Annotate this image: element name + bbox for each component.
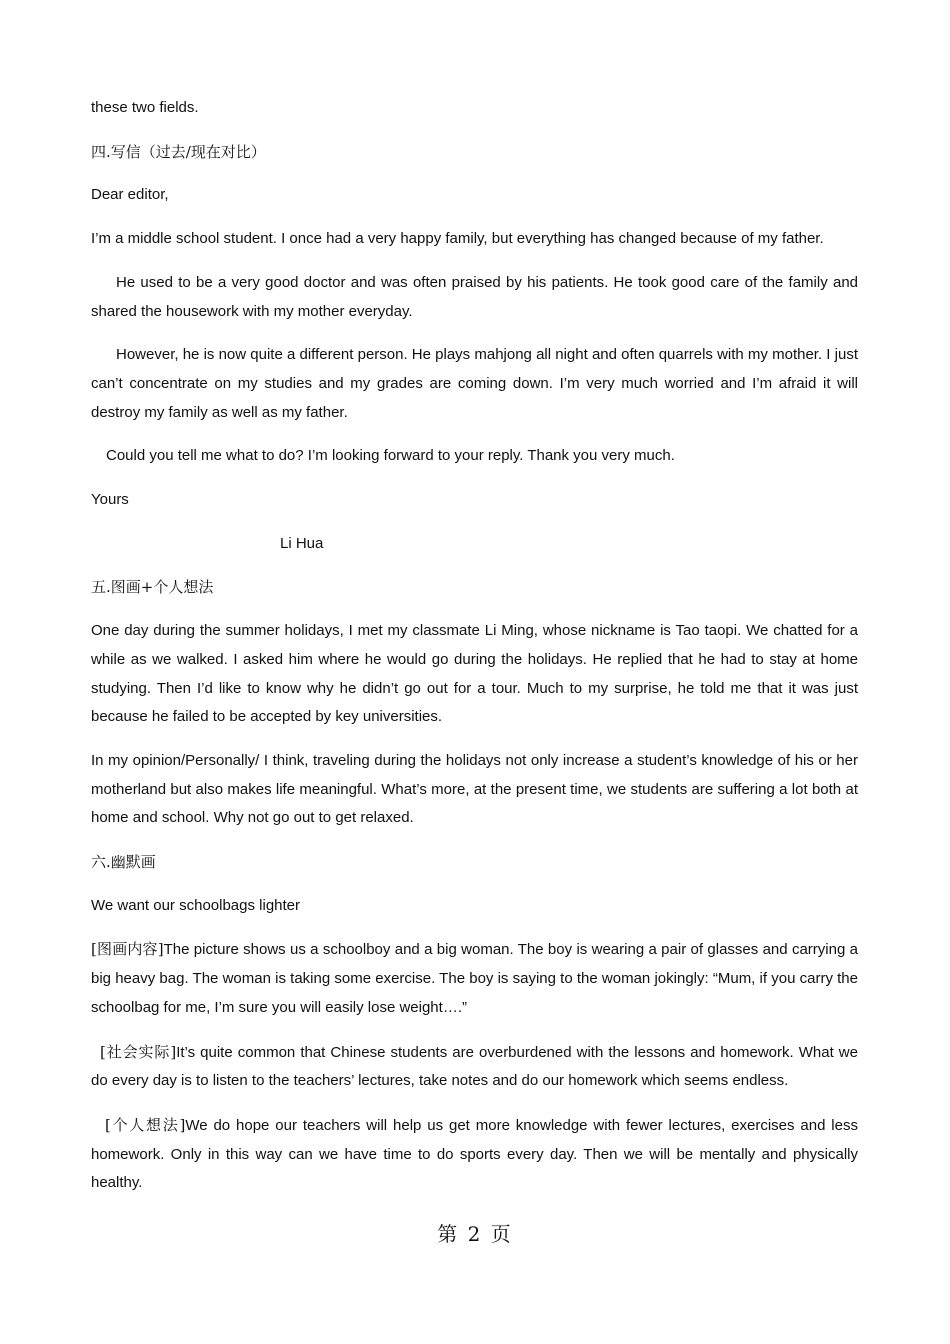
letter-signature: Li Hua [280, 534, 324, 552]
section-5-paragraph-1: One day during the summer holidays, I met my classmate Li Ming, whose nickname is Tao taopi. We chatted for a while as we walked. I asked him where he would go during the holidays. He replied that he had to stay at home studying. Then I’d like to know why he didn’t go out for a tour. Much to my surprise, he told me that it was just because he failed to be accepted by key universities. [91, 622, 858, 726]
section-6-paragraph-3 [91, 1111, 858, 1198]
section-6-title: We want our schoolbags lighter [91, 896, 301, 914]
section-6-paragraph-2 [91, 1038, 858, 1096]
letter-closing: Yours [91, 491, 129, 509]
section-4-heading: 四.写信（过去/现在对比） [91, 142, 266, 161]
section-6-paragraph-1 [91, 935, 858, 1022]
social-reality-text: It’s quite common that Chinese students are overburdened with the lessons and homework. What we do every day is to listen to the teachers’ lectures, take notes and do our homework which seems endless. [91, 1043, 858, 1090]
document-page [91, 94, 858, 1213]
section-5-paragraph-2: In my opinion/Personally/ I think, traveling during the holidays not only increase a student’s knowledge of his or her motherland but also makes life meaningful. What’s more, at the present time, we students are suffering a lot both at home and school. Why not go out to get relaxed. [91, 751, 858, 827]
letter-paragraph-1: I’m a middle school student. I once had a very happy family, but everything has changed because of my father. [91, 230, 824, 248]
letter-paragraph-3: However, he is now quite a different person. He plays mahjong all night and often quarrels with my mother. I just can’t concentrate on my studies and my grades are coming down. I’m very much worried and I’m afraid it will destroy my family as well as my father. [91, 346, 858, 421]
letter-paragraph-2: He used to be a very good doctor and was often praised by his patients. He took good care of the family and shared the housework with my mother everyday. [91, 273, 858, 320]
personal-opinion-tag: [个人想法] [105, 1115, 186, 1134]
letter-paragraph-4: Could you tell me what to do? I’m looking forward to your reply. Thank you very much. [106, 447, 675, 465]
intro-tail-text: these two fields. [91, 99, 199, 116]
section-5-heading: 五.图画+个人想法 [91, 578, 214, 597]
page-number-footer: 第 2 页 [437, 1222, 513, 1246]
picture-content-tag: [图画内容] [91, 940, 164, 959]
letter-salutation: Dear editor, [91, 186, 169, 204]
personal-opinion-text: We do hope our teachers will help us get more knowledge with fewer lectures, exercises and less homework. Only in this way can we have time to do sports every day. Then we will be mentally and physically healthy. [91, 1116, 858, 1192]
picture-content-text: The picture shows us a schoolboy and a big woman. The boy is wearing a pair of glasses and carrying a big heavy bag. The woman is taking some exercise. The boy is saying to the woman jokingly: “Mum, if you carry the schoolbag for me, I’m sure you will easily lose weight….” [91, 941, 858, 1016]
section-6-heading: 六.幽默画 [91, 853, 156, 872]
social-reality-tag: [社会实际] [100, 1042, 177, 1061]
